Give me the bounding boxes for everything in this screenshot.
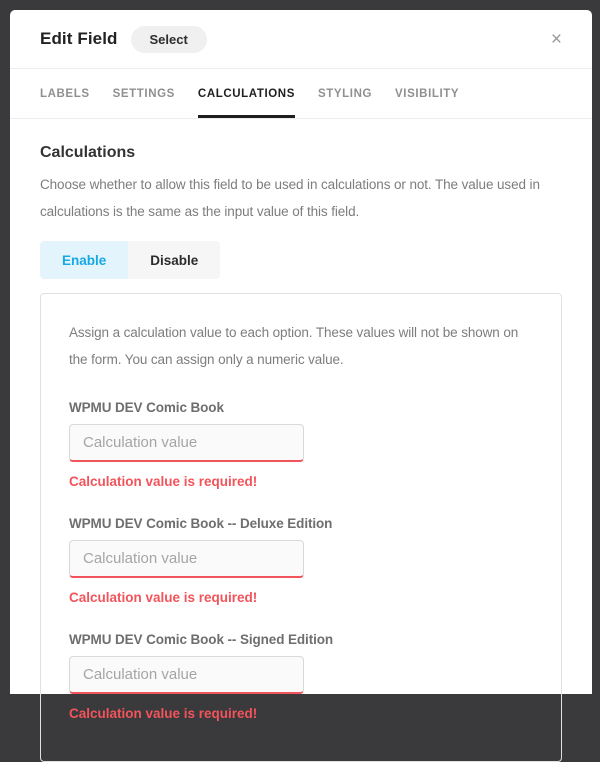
error-message: Calculation value is required! (69, 474, 258, 489)
error-message: Calculation value is required! (69, 590, 258, 605)
tab-styling[interactable]: STYLING (317, 87, 373, 100)
modal-title: Edit Field (40, 29, 118, 48)
tab-labels[interactable]: LABELS (40, 87, 90, 100)
option-label: WPMU DEV Comic Book -- Signed Edition (69, 632, 334, 647)
section-description: Choose whether to allow this field to be used in calculations or not. The value used in calculations is the same as the input value of this field. (40, 177, 540, 219)
calculation-value-input[interactable] (69, 540, 304, 578)
tab-settings[interactable]: SETTINGS (112, 87, 175, 100)
edit-field-modal (10, 10, 592, 721)
error-message: Calculation value is required! (69, 706, 258, 721)
enable-button[interactable]: Enable (40, 241, 128, 279)
tab-bar (10, 69, 592, 119)
option-group (69, 400, 533, 489)
option-group (69, 516, 533, 605)
disable-button[interactable]: Disable (128, 241, 220, 279)
section-heading: Calculations (40, 144, 136, 161)
tab-content (10, 144, 592, 762)
panel-instructions: Assign a calculation value to each option. These values will not be shown on the form. You can assign only a numeric value. (69, 325, 519, 367)
close-icon[interactable]: × (550, 28, 562, 50)
calculation-value-input[interactable] (69, 656, 304, 694)
tab-calculations[interactable]: CALCULATIONS (198, 69, 295, 118)
calculation-value-input[interactable] (69, 424, 304, 462)
option-group (69, 632, 533, 721)
calculations-toggle (40, 241, 562, 279)
option-label: WPMU DEV Comic Book -- Deluxe Edition (69, 516, 333, 531)
field-type-badge: Select (131, 26, 207, 53)
calculation-values-panel (40, 293, 562, 762)
tab-visibility[interactable]: VISIBILITY (395, 87, 460, 100)
modal-header (10, 10, 592, 69)
option-label: WPMU DEV Comic Book (69, 400, 224, 415)
